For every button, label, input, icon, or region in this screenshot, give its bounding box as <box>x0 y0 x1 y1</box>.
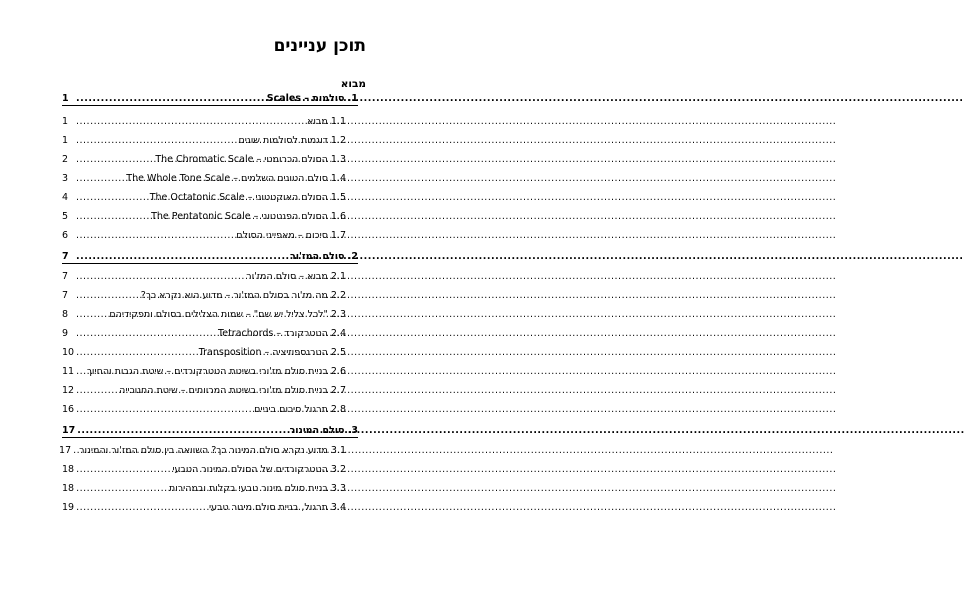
toc-entry-title: 1.2 דוגמות לסולמות שונים <box>238 135 346 146</box>
toc-entry-title: 2.1 מבוא – סולם המז'ור <box>246 271 346 282</box>
toc-entry-row[interactable] <box>62 190 358 204</box>
toc-entry-title: 1.5 הסולם האוקטטוני – The Octatonic Scale <box>149 192 346 203</box>
toc-entry-row[interactable] <box>59 443 358 457</box>
toc-entry-title: 2.4 הטטרקורד – Tetrachords <box>218 328 346 339</box>
toc-page-number: 16 <box>62 404 75 415</box>
toc-entry-row[interactable] <box>62 326 358 340</box>
toc-leader-dots <box>77 425 289 437</box>
toc-entry-row[interactable] <box>62 345 358 359</box>
toc-entry-row[interactable] <box>62 133 358 147</box>
toc-entry-row[interactable] <box>62 364 358 378</box>
toc-entry-title: 1.1 מבוא <box>306 116 346 127</box>
toc-entry-row[interactable] <box>62 269 358 283</box>
toc-leader-dots <box>76 502 209 514</box>
toc-entry-title: 1.3 הסולם הכרומטי – The Chromatic Scale <box>155 154 346 165</box>
toc-page-number: 19 <box>62 502 75 513</box>
toc-leader-dots <box>76 135 238 147</box>
toc-chapter-row[interactable] <box>62 92 358 106</box>
toc-page-number: 5 <box>62 211 69 222</box>
toc-leader-dots <box>76 366 87 378</box>
toc-page-number: 1 <box>62 116 69 127</box>
toc-entry-title: 2.8 תרגול סיכום ביניים <box>254 404 346 415</box>
toc-entry-row[interactable] <box>62 383 358 397</box>
toc-page-number: 12 <box>62 385 75 396</box>
toc-leader-dots <box>76 154 155 166</box>
toc-entry-row[interactable] <box>62 228 358 242</box>
toc-chapter-row[interactable] <box>62 250 358 264</box>
toc-page-number: 8 <box>62 309 69 320</box>
toc-entry-row[interactable] <box>62 209 358 223</box>
toc-leader-dots <box>76 211 151 223</box>
toc-entry-row[interactable] <box>62 500 358 514</box>
toc-page-number: 1 <box>62 93 69 104</box>
toc-page-number: 7 <box>62 290 69 301</box>
toc-entry-title: 2.5 הטרנספוזיציה – Transposition <box>198 347 346 358</box>
toc-entry-title: 2.2 מה מז'ור בסולם המז'ור – מדוע הוא נקרא כך? <box>140 290 346 301</box>
intro-heading: מבוא <box>340 78 366 90</box>
toc-page-number: 3 <box>62 173 69 184</box>
toc-page-number: 1 <box>62 135 69 146</box>
toc-leader-dots <box>76 230 236 242</box>
document-page <box>0 0 426 600</box>
toc-page-number: 2 <box>62 154 69 165</box>
toc-leader-dots <box>76 290 141 302</box>
toc-leader-dots <box>76 385 119 397</box>
toc-page-number: 7 <box>62 251 69 262</box>
toc-entry-row[interactable] <box>62 152 358 166</box>
toc-leader-dots <box>76 192 150 204</box>
toc-entry-title: 3.4 תרגול, בניית סולם מינור טבעי <box>208 502 346 513</box>
toc-entry-row[interactable] <box>62 481 358 495</box>
toc-leader-dots <box>76 271 246 283</box>
toc-leader-dots <box>76 328 218 340</box>
toc-entry-row[interactable] <box>62 402 358 416</box>
page-title: תוכן עניינים <box>273 36 366 56</box>
toc-leader-dots <box>76 404 254 416</box>
toc-leader-dots <box>76 309 109 321</box>
toc-entry-title: 1.4 סולם הטונים השלמים – The Whole Tone Scale <box>126 173 346 184</box>
toc-page-number: 7 <box>62 271 69 282</box>
toc-entry-row[interactable] <box>62 288 358 302</box>
toc-entry-title: 3.3 בניית סולם מינור טבעי בקלות ובמהירות <box>168 483 346 494</box>
toc-page-number: 11 <box>62 366 75 377</box>
toc-page-number: 17 <box>59 445 72 456</box>
toc-leader-dots <box>76 251 290 263</box>
toc-page-number: 6 <box>62 230 69 241</box>
toc-page-number: 18 <box>62 483 75 494</box>
toc-entry-title: 2. סולם המז'ור <box>289 251 358 262</box>
toc-leader-dots <box>76 464 172 476</box>
toc-entry-row[interactable] <box>62 307 358 321</box>
toc-leader-dots <box>76 173 126 185</box>
toc-entry-title: 1. סולמות – Scales <box>266 93 358 104</box>
toc-entry-title: 3.1 מדוע נקרא סולם המינור כך? השוואה בין סולם המז'ור והמינור <box>79 445 346 456</box>
toc-leader-dots <box>76 347 199 359</box>
toc-entry-row[interactable] <box>62 462 358 476</box>
toc-page-number: 17 <box>62 425 76 436</box>
toc-entry-title: 1.7 סיכום – מאפייני הסולם <box>236 230 346 241</box>
toc-leader-dots <box>76 93 267 105</box>
toc-entry-title: 2.7 בניית סולם מז'ורי בשיטת המרווחים – שיטת החנוכייה <box>119 385 346 396</box>
toc-entry-title: 2.3 "לכל צליל יש שם" – שמות הצלילים בסולם ותפקידיהם <box>109 309 346 320</box>
toc-entry-title: 3.2 הטטרקורדים של הסולם המינור הטבעי <box>172 464 346 475</box>
toc-page-number: 4 <box>62 192 69 203</box>
toc-page-number: 9 <box>62 328 69 339</box>
toc-entry-row[interactable] <box>62 114 358 128</box>
toc-leader-dots <box>76 483 169 495</box>
toc-leader-dots <box>76 116 307 128</box>
toc-entry-row[interactable] <box>62 171 358 185</box>
toc-entry-title: 3. סולם המינור <box>289 425 358 436</box>
toc-chapter-row[interactable] <box>62 424 358 438</box>
toc-entry-title: 2.6 בניית סולם מז'ורי בשיטת הטטרקורדים – שיטת הגבות והחיוך <box>86 366 346 377</box>
toc-entry-title: 1.6 הסולם הפנטטוני – The Pentatonic Scale <box>151 211 346 222</box>
toc-page-number: 10 <box>62 347 75 358</box>
toc-page-number: 18 <box>62 464 75 475</box>
